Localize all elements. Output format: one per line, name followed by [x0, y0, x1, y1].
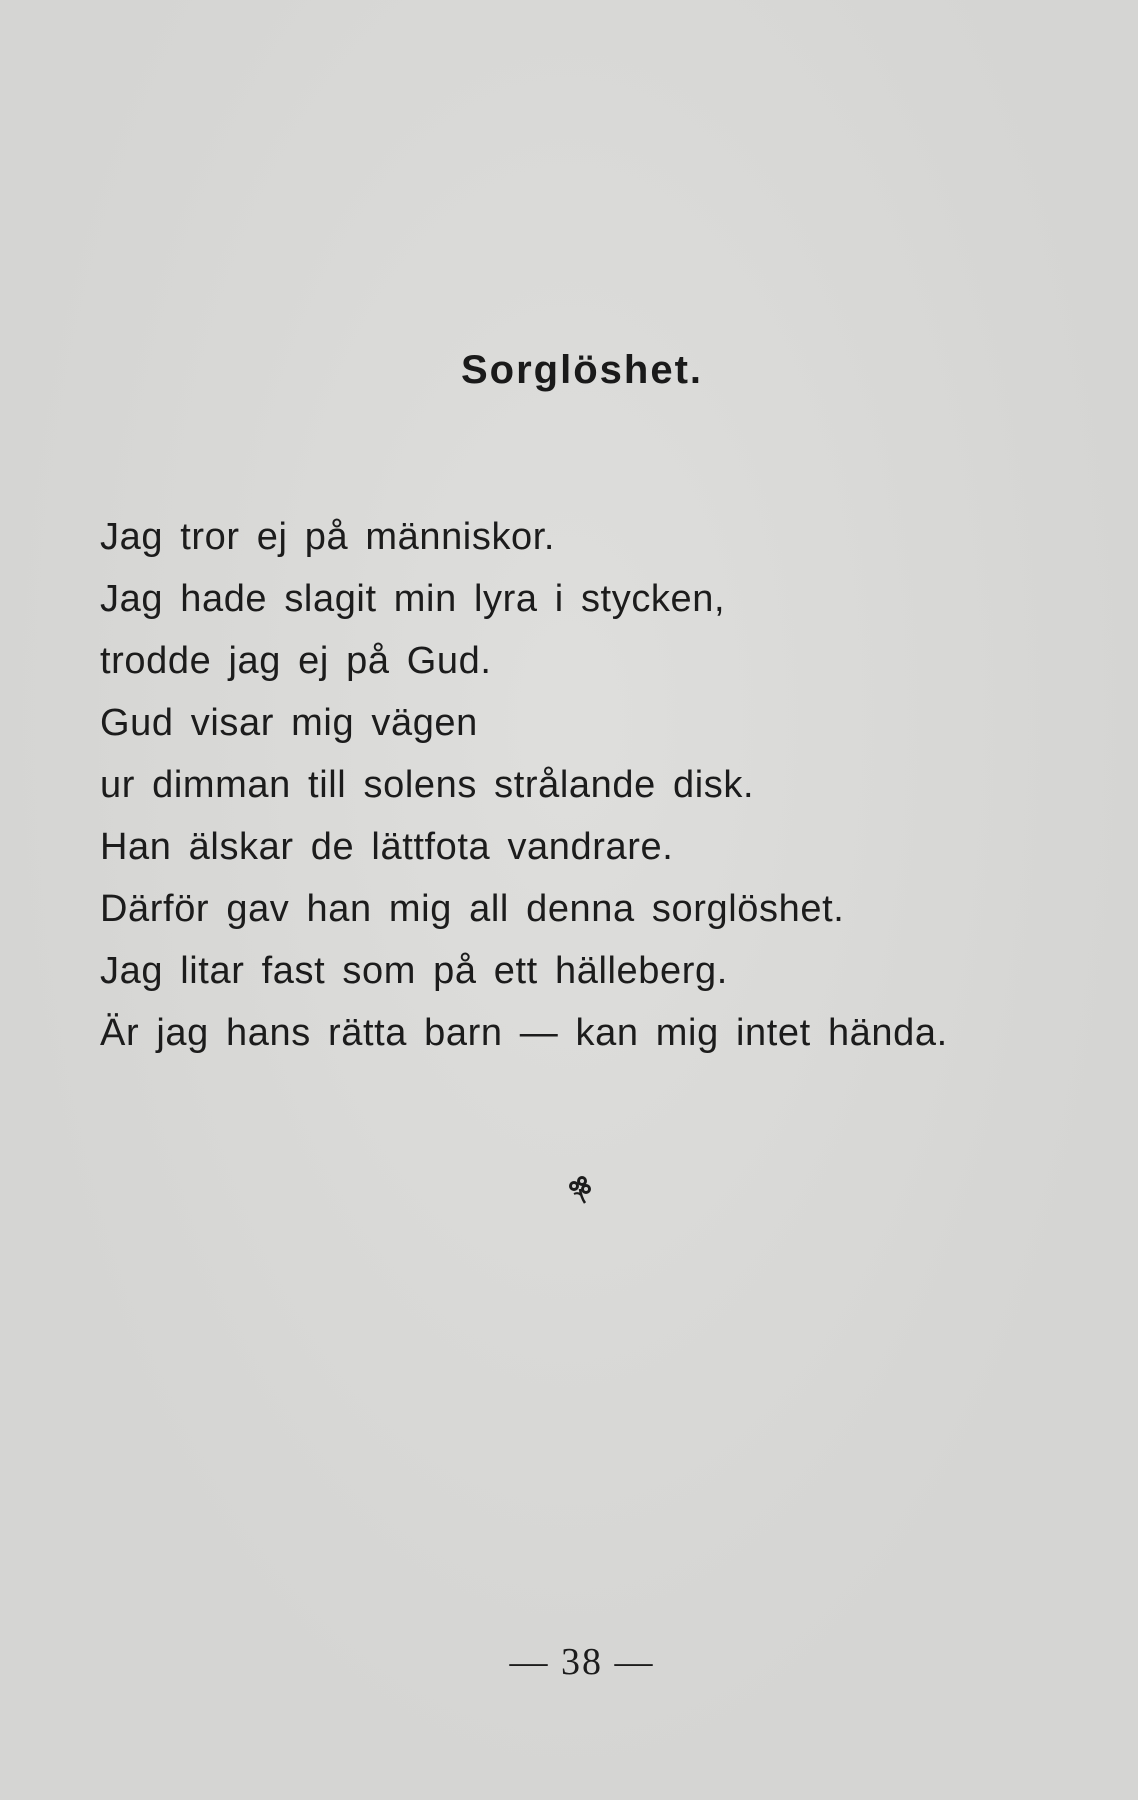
poem-body: [100, 506, 948, 1064]
poem-line: Därför gav han mig all denna sorglöshet.: [100, 888, 845, 930]
trefoil-ornament-icon: [560, 1170, 600, 1210]
poem-line: Jag hade slagit min lyra i stycken,: [100, 578, 726, 620]
poem-line: Är jag hans rätta barn — kan mig intet hända.: [100, 1012, 948, 1054]
poem-line: Jag tror ej på människor.: [100, 516, 556, 558]
poem-line: Han älskar de lättfota vandrare.: [100, 826, 674, 868]
page-number: — 38 —: [509, 1641, 655, 1683]
poem-line: Gud visar mig vägen: [100, 702, 478, 744]
poem-line: ur dimman till solens strålande disk.: [100, 764, 755, 806]
poem-line: trodde jag ej på Gud.: [100, 640, 492, 682]
poem-line: Jag litar fast som på ett hälleberg.: [100, 950, 728, 992]
poem-title: Sorglöshet.: [460, 348, 704, 392]
